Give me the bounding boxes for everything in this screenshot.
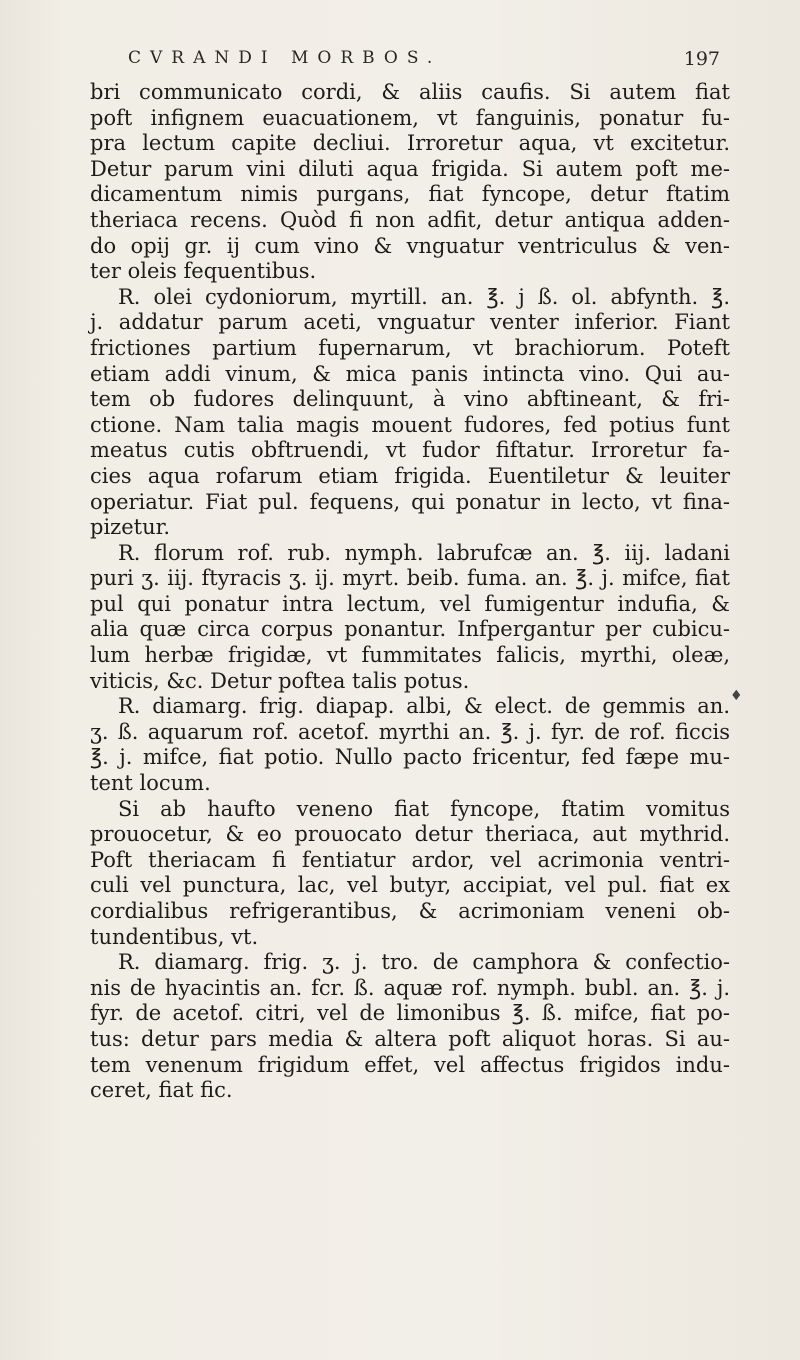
text-line: puri ʒ. iij. ftyracis ʒ. ij. myrt. beib. fuma. an. ℥. j. mifce, fiat: [90, 566, 730, 591]
page-number: 197: [683, 48, 720, 70]
text-line: tent locum.: [90, 771, 211, 796]
text-line: etiam addi vinum, & mica panis intincta vino. Qui au-: [90, 361, 730, 386]
text-line: R. diamarg. frig. ʒ. j. tro. de camphora & confectio-: [118, 950, 730, 975]
text-line: ctione. Nam talia magis mouent fudores, fed potius funt: [90, 412, 730, 437]
text-line: j. addatur parum aceti, vnguatur venter inferior. Fiant: [90, 310, 730, 335]
text-line: Si ab haufto veneno fiat fyncope, ftatim vomitus: [118, 796, 730, 821]
text-line: frictiones partium fupernarum, vt brachiorum. Poteft: [90, 335, 730, 360]
text-line: viticis, &c. Detur poftea talis potus.: [90, 668, 470, 693]
margin-mark: ♦: [730, 688, 743, 704]
text-line: R. florum rof. rub. nymph. labrufcæ an. ℥. iij. ladani: [118, 540, 730, 565]
text-line: dicamentum nimis purgans, fiat fyncope, detur ftatim: [90, 182, 730, 207]
text-line: nis de hyacintis an. fcr. ß. aquæ rof. nymph. bubl. an. ℥. j.: [90, 975, 730, 1000]
running-head: CVRANDI MORBOS.: [128, 48, 442, 68]
page-header: [0, 46, 800, 76]
body-text: [90, 80, 730, 1104]
text-line: pizetur.: [90, 515, 171, 540]
text-line: culi vel punctura, lac, vel butyr, accipiat, vel pul. fiat ex: [90, 873, 730, 898]
text-line: tem ob fudores delinquunt, à vino abftineant, & fri-: [90, 387, 730, 412]
text-line: Detur parum vini diluti aqua frigida. Si autem poft me-: [90, 156, 730, 181]
text-line: lum herbæ frigidæ, vt fummitates falicis, myrthi, oleæ,: [90, 643, 730, 668]
text-line: pul qui ponatur intra lectum, vel fumigentur indufia, &: [90, 591, 730, 616]
text-line: do opij gr. ij cum vino & vnguatur ventriculus & ven-: [90, 233, 730, 258]
text-line: meatus cutis obftruendi, vt fudor fiftatur. Irroretur fa-: [90, 438, 730, 463]
text-line: pra lectum capite decliui. Irroretur aqua, vt excitetur.: [90, 131, 730, 156]
text-line: ceret, fiat fic.: [90, 1078, 233, 1103]
text-line: operiatur. Fiat pul. fequens, qui ponatur in lecto, vt fina-: [90, 489, 730, 514]
text-line: ʒ. ß. aquarum rof. acetof. myrthi an. ℥. j. fyr. de rof. ficcis: [90, 719, 730, 744]
text-line: cordialibus refrigerantibus, & acrimoniam veneni ob-: [90, 899, 730, 923]
text-line: alia quæ circa corpus ponantur. Infpergantur per cubicu-: [90, 617, 730, 642]
text-line: fyr. de acetof. citri, vel de limonibus ℥. ß. mifce, fiat po-: [90, 1001, 730, 1026]
text-line: tem venenum frigidum effet, vel affectus frigidos indu-: [90, 1052, 730, 1077]
text-line: bri communicato cordi, & aliis caufis. Si autem fiat: [90, 80, 730, 104]
text-line: tundentibus, vt.: [90, 924, 259, 949]
text-line: Poft theriacam fi fentiatur ardor, vel acrimonia ventri-: [90, 847, 730, 872]
text-line: poft infignem euacuationem, vt fanguinis, ponatur fu-: [90, 105, 730, 130]
text-line: theriaca recens. Quòd fi non adfit, detur antiqua adden-: [90, 207, 730, 232]
text-line: R. olei cydoniorum, myrtill. an. ℥. j ß. ol. abfynth. ℥.: [118, 284, 730, 309]
text-line: prouocetur, & eo prouocato detur theriaca, aut mythrid.: [90, 822, 730, 847]
text-line: ter oleis fequentibus.: [90, 259, 317, 284]
text-line: cies aqua rofarum etiam frigida. Euentiletur & leuiter: [90, 463, 730, 488]
text-line: tus: detur pars media & altera poft aliquot horas. Si au-: [90, 1026, 730, 1051]
text-line: R. diamarg. frig. diapap. albi, & elect. de gemmis an.: [118, 694, 730, 719]
text-line: ℥. j. mifce, fiat potio. Nullo pacto fricentur, fed fæpe mu-: [90, 745, 730, 770]
